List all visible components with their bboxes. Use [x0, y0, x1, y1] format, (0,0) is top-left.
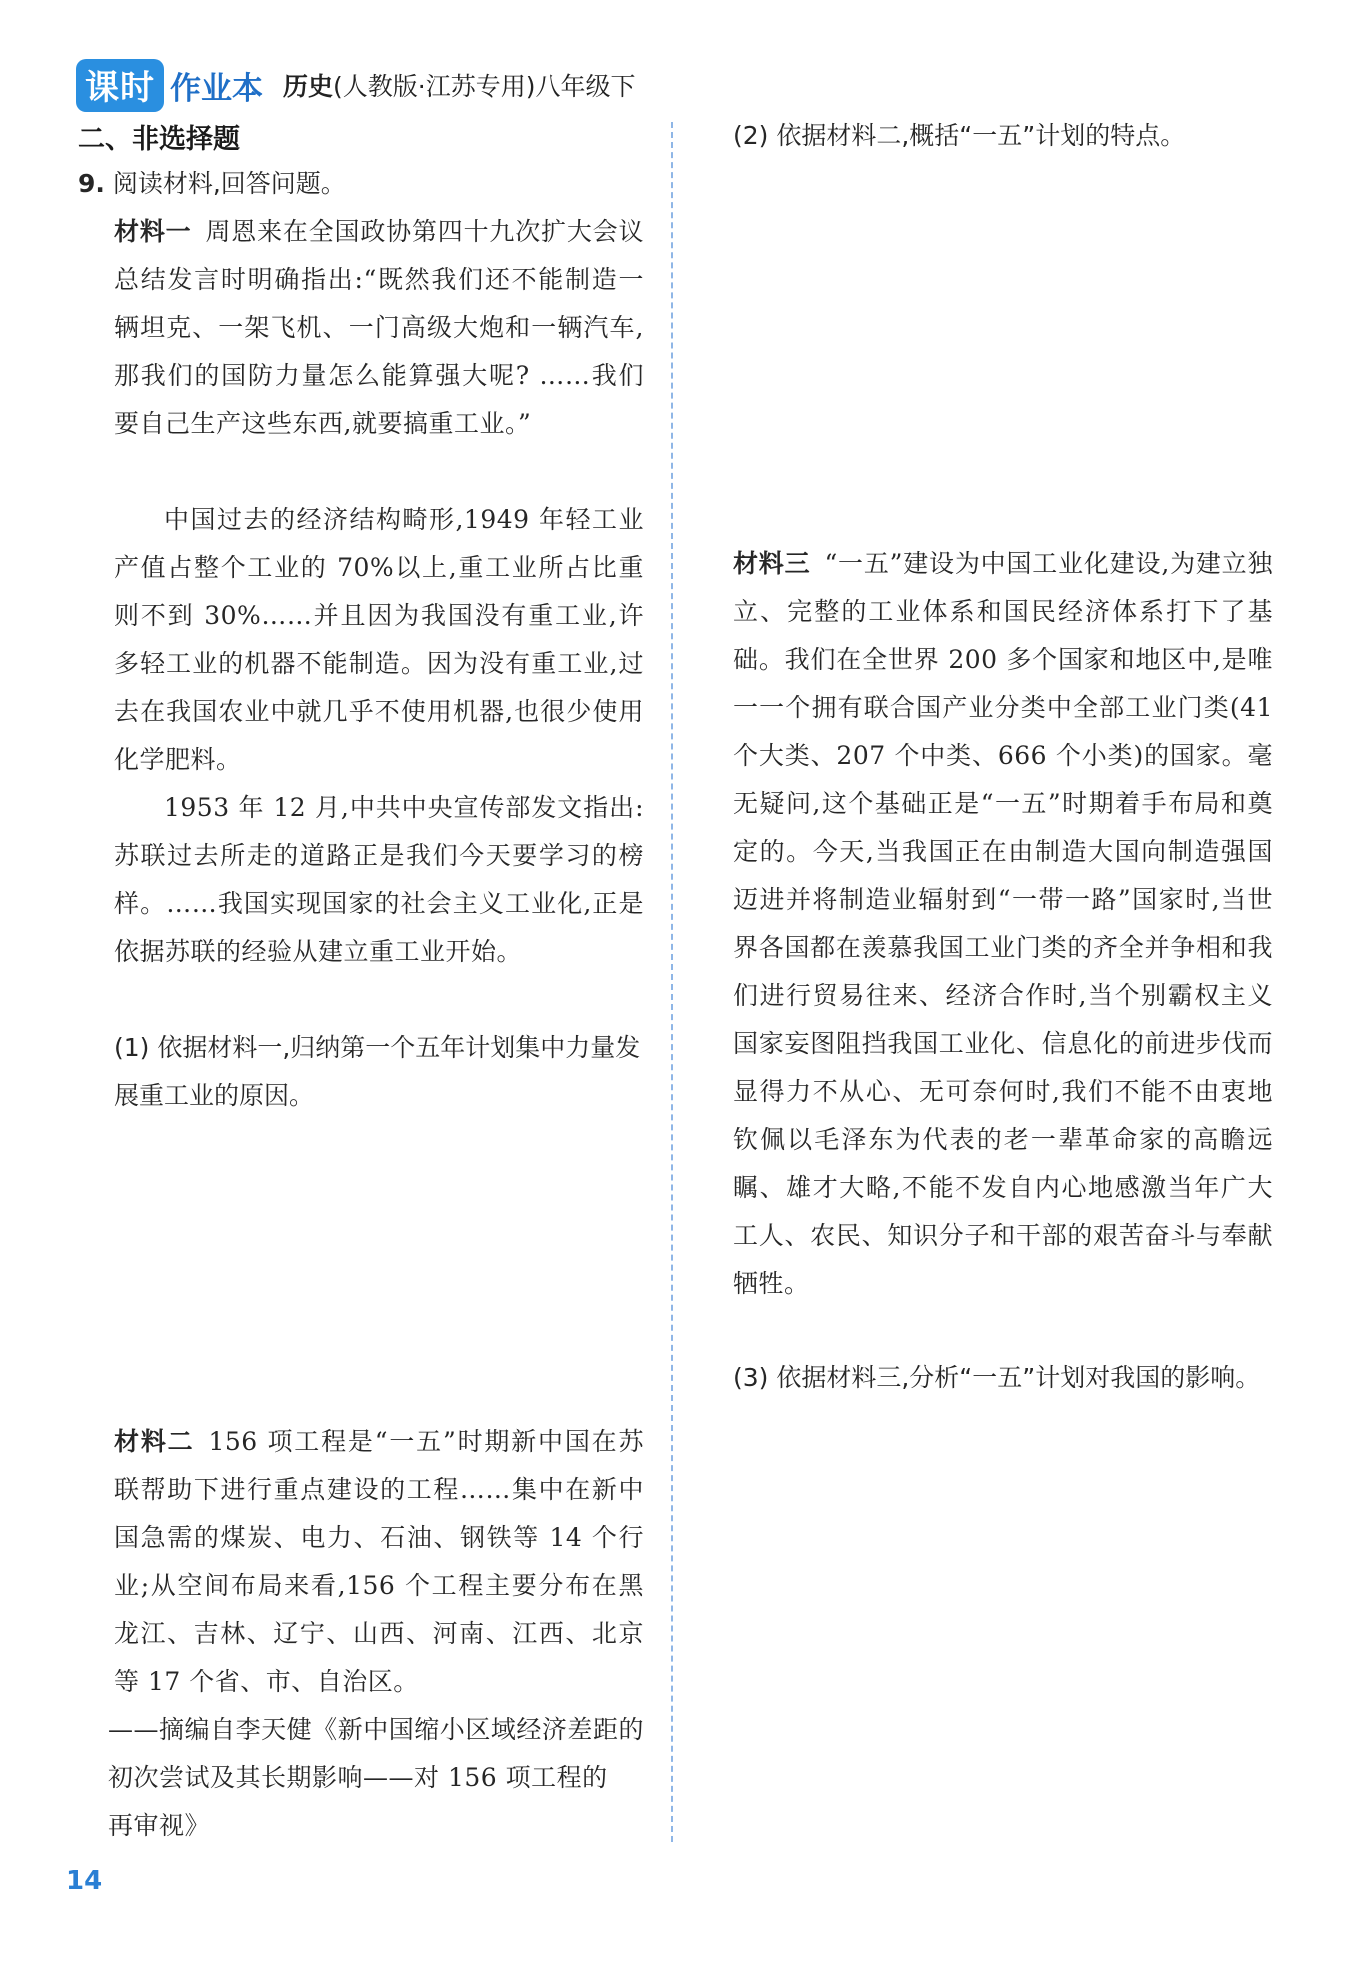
section-title: 二、非选择题 — [78, 124, 240, 155]
subquestion-3: (3) 依据材料三,分析“一五”计划对我国的影响。 — [733, 1363, 1261, 1392]
subquestion-1: (1) 依据材料一,归纳第一个五年计划集中力量发展重工业的原因。 — [114, 1033, 641, 1110]
material3-label: 材料三 — [733, 549, 811, 578]
material1-p2: 中国过去的经济结构畸形,1949 年轻工业产值占整个工业的 70%以上,重工业所占比重则不到 30%……并且因为我国没有重工业,许多轻工业的机器不能制造。因为没有重工业,过去在我国农业中就几乎不使用机器,也很少使用化学肥料。 — [114, 505, 644, 774]
subject-name: 历史 — [283, 72, 334, 101]
material2-source: ——摘编自李天健《新中国缩小区域经济差距的初次尝试及其长期影响——对 156 项工程的 — [108, 1715, 644, 1792]
material1-p1 — [114, 208, 644, 448]
page-header — [76, 62, 635, 108]
material3-p1 — [733, 540, 1273, 1308]
subject-edition: (人教版·江苏专用)八年级下 — [333, 72, 636, 101]
material2-label: 材料二 — [114, 1427, 195, 1456]
subquestion-2: (2) 依据材料二,概括“一五”计划的特点。 — [733, 121, 1186, 150]
question-prompt: 阅读材料,回答问题。 — [112, 169, 346, 198]
material1-label: 材料一 — [114, 217, 192, 246]
brand-logo-highlight: 课时 — [76, 59, 164, 112]
material2-p1 — [114, 1418, 644, 1706]
column-divider — [671, 122, 673, 1842]
brand-logo-text: 作业本 — [170, 70, 263, 107]
page-number: 14 — [66, 1866, 103, 1896]
material1-p1-text: 周恩来在全国政协第四十九次扩大会议总结发言时明确指出:“既然我们还不能制造一辆坦克、一架飞机、一门高级大炮和一辆汽车,那我们的国防力量怎么能算强大呢? ……我们要自己生产这些东西,就要搞重工业。” — [114, 217, 644, 438]
material2-source-end: 再审视》 — [108, 1811, 211, 1840]
material1-p3: 1953 年 12 月,中共中央宣传部发文指出:苏联过去所走的道路正是我们今天要学习的榜样。……我国实现国家的社会主义工业化,正是依据苏联的经验从建立重工业开始。 — [114, 793, 644, 966]
question-number: 9. — [78, 169, 105, 198]
subject-info — [283, 67, 635, 103]
material3-p1-text: “一五”建设为中国工业化建设,为建立独立、完整的工业体系和国民经济体系打下了基础。我们在全世界 200 多个国家和地区中,是唯一一个拥有联合国产业分类中全部工业门类(41 个大类、207 个中类、666 个小类)的国家。毫无疑问,这个基础正是“一五”时期着手布局和奠定的。今天,当我国正在由制造大国向制造强国迈进并将制造业辐射到“一带一路”国家时,当世界各国都在羡慕我国工业门类的齐全并争相和我们进行贸易往来、经济合作时,当个别霸权主义国家妄图阻挡我国工业化、信息化的前进步伐而显得力不从心、无可奈何时,我们不能不由衷地钦佩以毛泽东为代表的老一辈革命家的高瞻远瞩、雄才大略,不能不发自内心地感激当年广大工人、农民、知识分子和干部的艰苦奋斗与奉献牺牲。 — [733, 549, 1273, 1298]
question-stem — [78, 160, 346, 208]
material2-p1-text: 156 项工程是“一五”时期新中国在苏联帮助下进行重点建设的工程……集中在新中国急需的煤炭、电力、石油、钢铁等 14 个行业;从空间布局来看,156 个工程主要分布在黑龙江、吉林、辽宁、山西、河南、江西、北京等 17 个省、市、自治区。 — [114, 1427, 644, 1696]
